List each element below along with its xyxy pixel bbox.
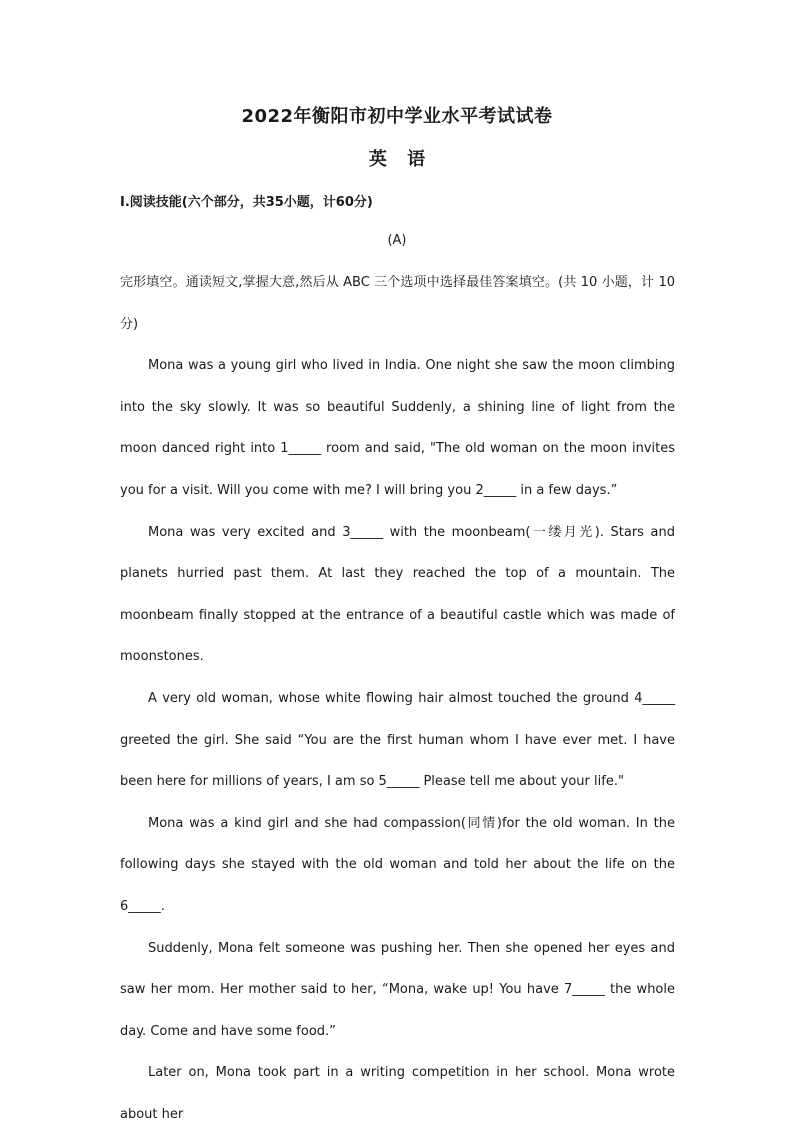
part-label: (A) [387,233,407,248]
passage-paragraph: Mona was very excited and 3_____ with the moonbeam(一缕月光). Stars and planets hurried past them. At last they reached the top of a mountain. The moonbeam finally stopped at the entrance of a beautiful castle which was made of moonstones. [120,524,675,665]
passage-paragraph: Suddenly, Mona felt someone was pushing her. Then she opened her eyes and saw her mom. Her mother said to her, “Mona, wake up! You have 7_____ the whole day. Come and have some food.” [120,940,675,1039]
question-body [120,262,675,1135]
page-title: 2022年衡阳市初中学业水平考试试卷 [241,106,553,127]
passage-paragraph: Later on, Mona took part in a writing competition in her school. Mona wrote about her [120,1065,675,1122]
section-heading: I.阅读技能(六个部分，共35小题，计60分) [120,195,373,210]
passage-paragraph: A very old woman, whose white flowing hair almost touched the ground 4_____ greeted the girl. She said “You are the first human whom I have ever met. I have been here for millions of years, I am so 5_____ Please tell me about your life." [120,690,675,790]
subject-title: 英 语 [368,149,426,170]
instructions: 完形填空。通读短文,掌握大意,然后从 ABC 三个选项中选择最佳答案填空。(共 10 小题，计 10分) [120,275,675,332]
passage-paragraph: Mona was a kind girl and she had compassion(同情)for the old woman. In the following days she stayed with the old woman and told her about the life on the 6_____. [120,815,675,914]
passage-paragraph: Mona was a young girl who lived in India. One night she saw the moon climbing into the sky slowly. It was so beautiful Suddenly, a shining line of light from the moon danced right into 1_____ room and said, "The old woman on the moon invites you for a visit. Will you come with me? I will bring you 2_____ in a few days.” [120,358,675,498]
